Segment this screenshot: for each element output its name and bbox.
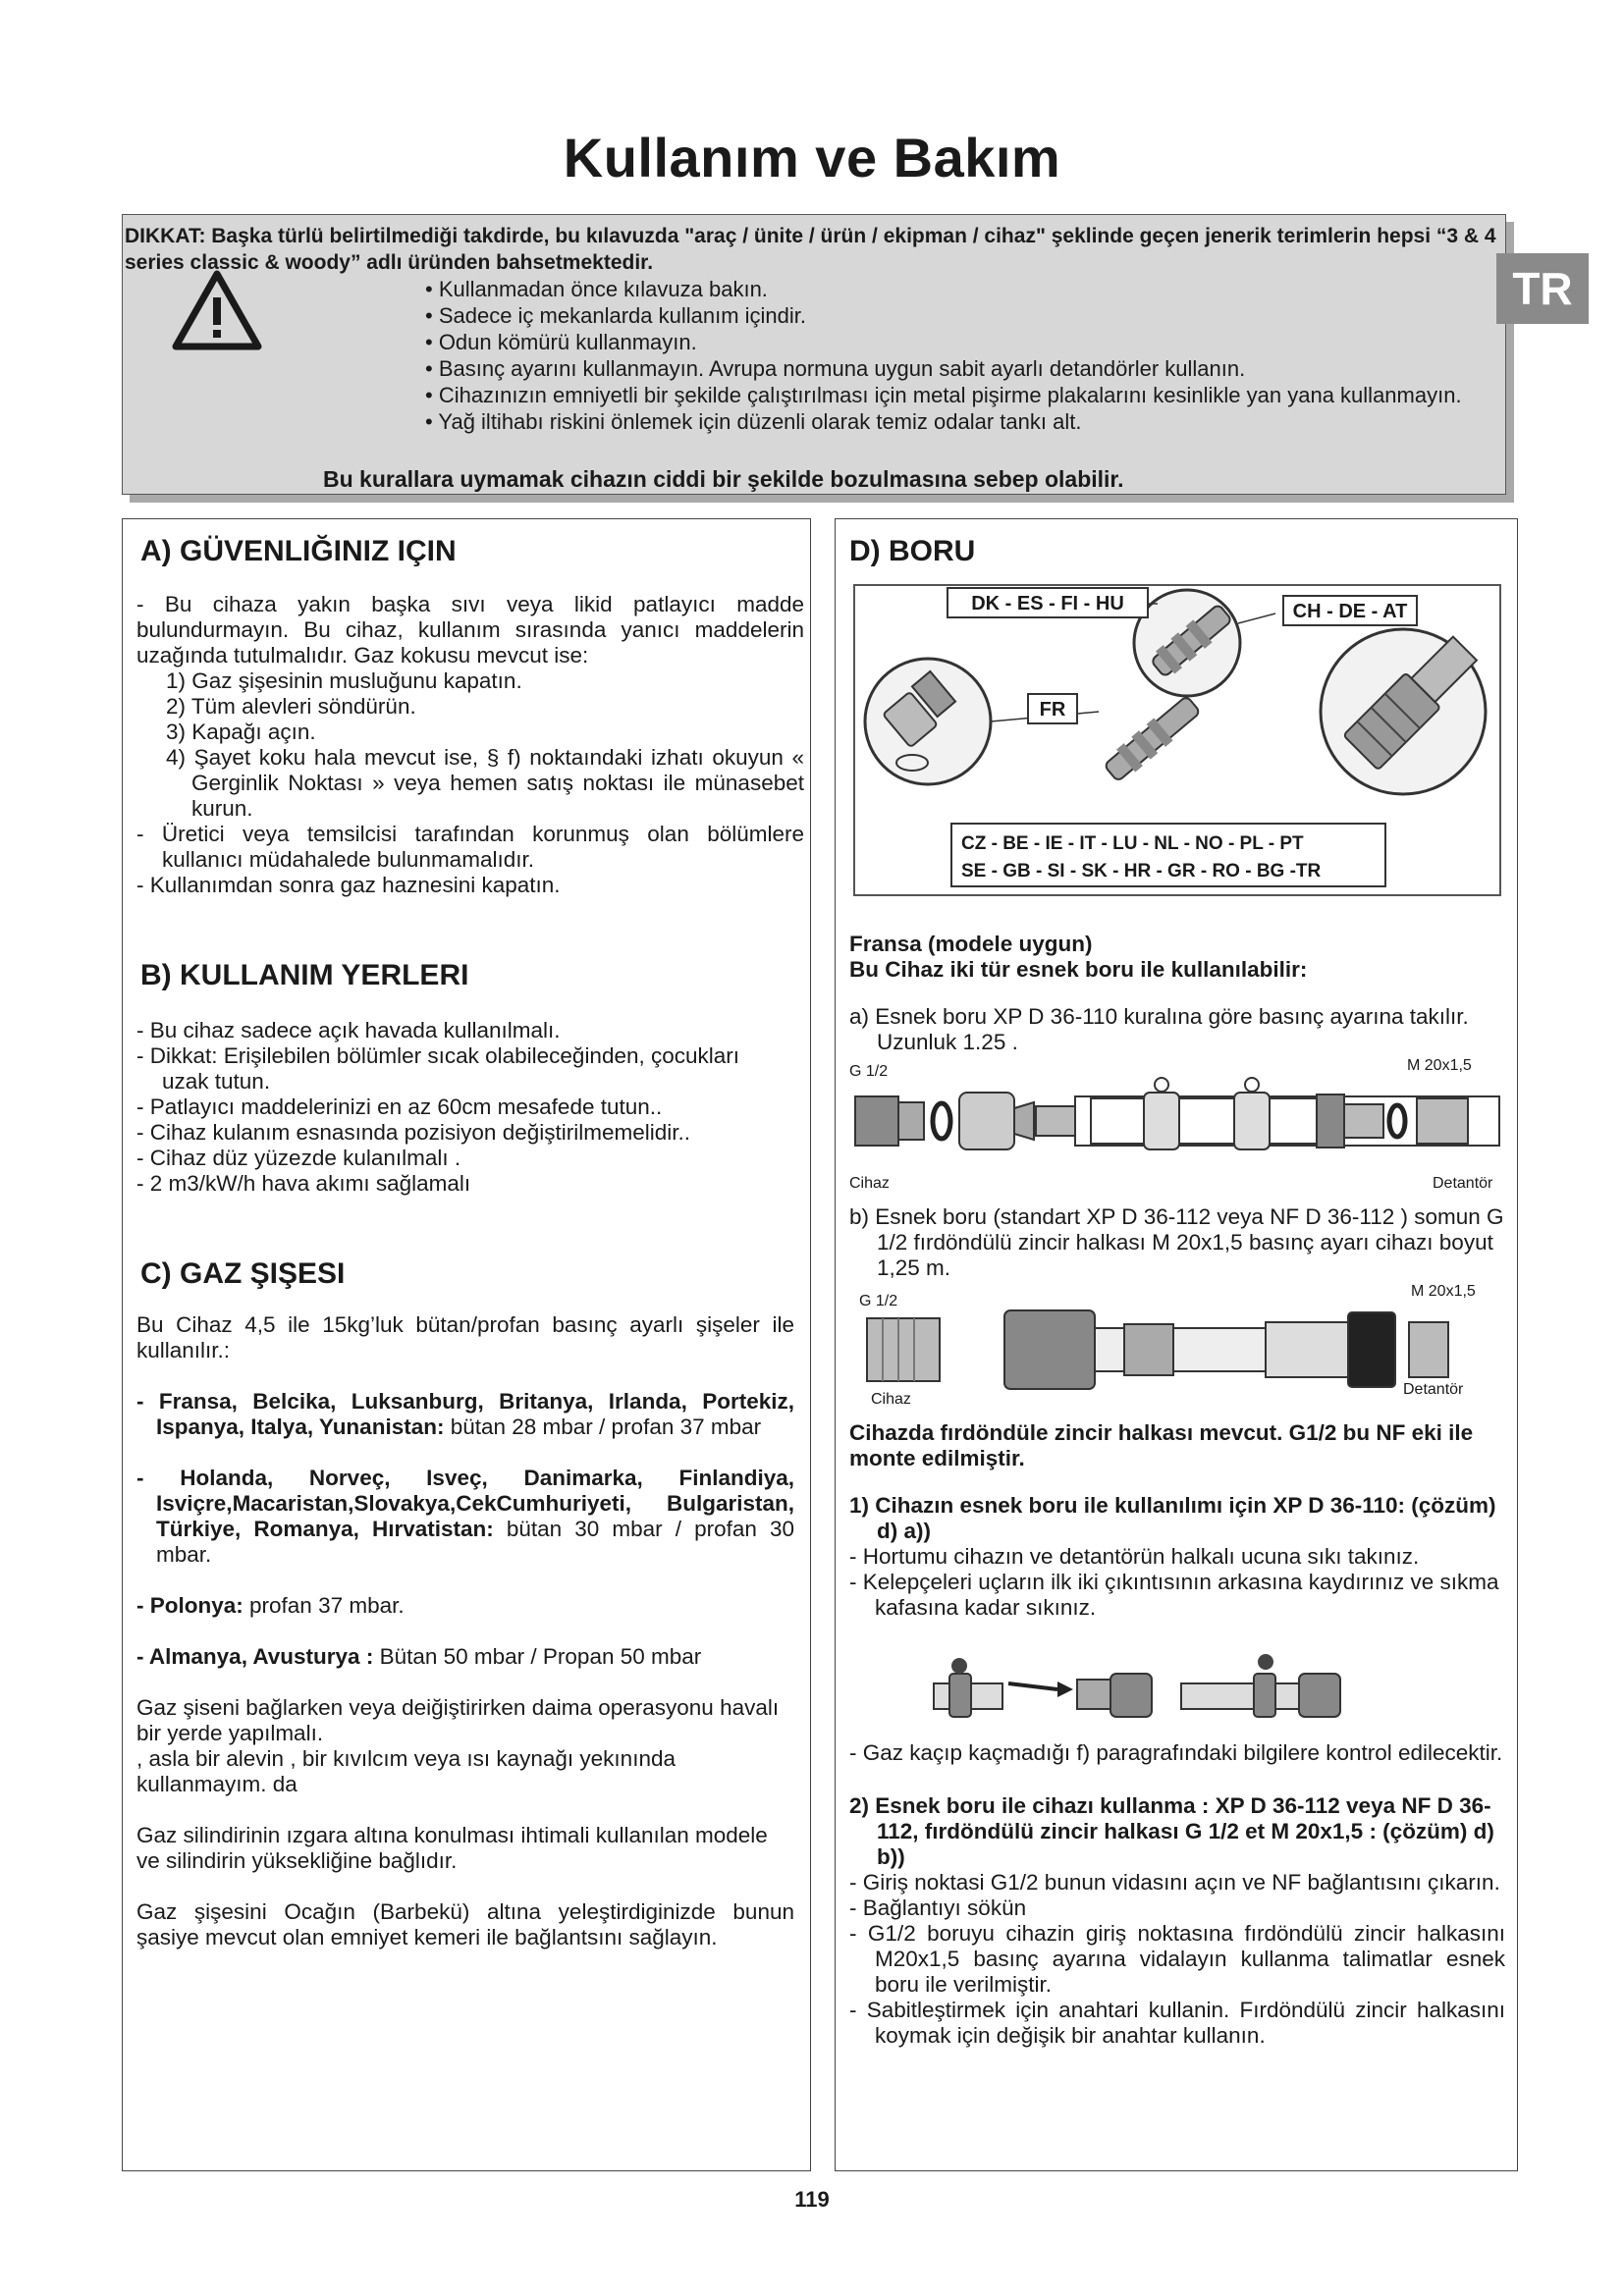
dash-item: - Kullanımdan sonra gaz haznesini kapatın.	[136, 873, 561, 897]
section-c-title: C) GAZ ŞIŞESI	[140, 1257, 346, 1290]
warning-item: • Kullanmadan önce kılavuza bakın.	[425, 277, 768, 301]
list-item: - Sabitleştirmek için anahtari kullanin. Fırdöndülü zincir halkasını koymak için değişik bir anahtar kullanın.	[849, 1998, 1505, 2048]
gas-pressure-group: - Polonya: profan 37 mbar.	[136, 1593, 405, 1618]
page-title: Kullanım ve Bakım	[563, 127, 1061, 188]
list-item: - Patlayıcı maddelerinizi en az 60cm mesafede tutun..	[136, 1095, 663, 1119]
hose-a-m-label: M 20x1,5	[1407, 1057, 1472, 1074]
clamp-illustration	[930, 1648, 1421, 1727]
diagram-label-dk: DK - ES - FI - HU	[971, 593, 1124, 614]
gas-pressure-group: - Holanda, Norveç, Isveç, Danimarka, Finlandiya, Isviçre,Macaristan,Slovakya,CekCumhuriyeti, Bulgaristan, Türkiye, Romanya, Hırvatistan: bütan 30 mbar / profan 30 mbar.	[136, 1466, 795, 1567]
hose-a-g-label: G 1/2	[849, 1063, 889, 1080]
diagram-label-fr: FR	[1039, 699, 1066, 721]
list-item: - 2 m3/kW/h hava akımı sağlamalı	[136, 1171, 471, 1196]
list-item: - Cihaz düz yüzezde kulanılmalı .	[136, 1146, 461, 1170]
hose-a-illustration	[849, 1075, 1507, 1169]
diagram-label-countries: CZ - BE - IE - IT - LU - NL - NO - PL - PT	[961, 833, 1304, 854]
left-column	[122, 518, 811, 2171]
warning-item: • Sadece iç mekanlarda kullanım içindir.	[425, 303, 806, 328]
step-1-title: 1) Cihazın esnek boru ile kullanılımı için XP D 36-110: (çözüm) d) a))	[849, 1493, 1496, 1543]
hose-b-device-label: Cihaz	[871, 1391, 911, 1408]
warning-item: • Odun kömürü kullanmayın.	[425, 330, 697, 354]
right-column	[835, 518, 1518, 2171]
gas-pressure-group: - Fransa, Belcika, Luksanburg, Britanya, Irlanda, Portekiz, Ispanya, Italya, Yunanistan: bütan 28 mbar / profan 37 mbar	[136, 1389, 794, 1439]
diagram-label-ch: CH - DE - AT	[1292, 601, 1408, 622]
list-item: - Cihaz kulanım esnasında pozisiyon değiştirilmemelidir..	[136, 1120, 690, 1145]
step-item: 1) Gaz şişesinin musluğunu kapatın.	[166, 668, 522, 693]
section-a-intro: - Bu cihaza yakın başka sıvı veya likid patlayıcı madde bulundurmayın. Bu cihaz, kullanım sırasında yanıcı maddelerin uzağında tutulmalıdır. Gaz kokusu mevcut ise:	[136, 592, 804, 667]
step-item: 4) Şayet koku hala mevcut ise, § f) noktaındaki izhatı okuyun « Gerginlik Noktası » veya hemen satış noktası ile münasebet kurun.	[166, 745, 804, 821]
section-b-title: B) KULLANIM YERLERI	[140, 959, 469, 991]
warning-item: • Basınç ayarını kullanmayın. Avrupa normuna uygun sabit ayarlı detandörler kullanın.	[425, 356, 1246, 381]
list-item: - Bağlantıyı sökün	[849, 1896, 1027, 1920]
list-item: - Hortumu cihazın ve detantörün halkalı ucuna sıkı takınız.	[849, 1544, 1420, 1569]
list-item: - Kelepçeleri uçların ilk iki çıkıntısının arkasına kaydırınız ve sıkma kafasına kadar sıkınız.	[849, 1570, 1499, 1620]
hose-b-g-label: G 1/2	[859, 1293, 898, 1309]
warning-list	[425, 276, 1505, 435]
list-item: - G1/2 boruyu cihazin giriş noktasına fırdöndülü zincir halkasını M20x1,5 basınç ayarına vidalayın kullanma talimatlar esnek boru ile verilmiştir.	[849, 1921, 1505, 1997]
language-tab: TR	[1496, 253, 1589, 324]
paragraph: Gaz şişesini Ocağın (Barbekü) altına yeleştirdiginizde bunun şasiye mevcut olan emniyet kemeri ile bağlantsını sağlayın.	[136, 1899, 794, 1949]
step-item: 2) Tüm alevleri söndürün.	[166, 694, 416, 719]
note-text: Cihazda fırdöndüle zincir halkası mevcut. G1/2 bu NF eki ile monte edilmiştir.	[849, 1420, 1474, 1470]
paragraph: , asla bir alevin , bir kıvılcım veya ısı kaynağı yekınında kullanmayım. da	[136, 1746, 676, 1796]
hose-a-regulator-label: Detantör	[1433, 1175, 1493, 1192]
hose-connection-diagram	[853, 584, 1501, 898]
france-heading: Fransa (modele uygun)	[849, 932, 1093, 956]
warning-footer: Bu kurallara uymamak cihazın ciddi bir şekilde bozulmasına sebep olabilir.	[323, 466, 1124, 492]
warning-triangle-icon	[170, 268, 264, 352]
france-subheading: Bu Cihaz iki tür esnek boru ile kullanılabilir:	[849, 957, 1308, 982]
warning-heading: DIKKAT: Başka türlü belirtilmediği takdirde, bu kılavuzda "araç / ünite / ürün / ekipman / cihaz" şeklinde geçen jenerik terimlerin hepsi “3 & 4 series classic & woody” adlı üründen bahsetmektedir.	[125, 225, 1496, 274]
hose-a-device-label: Cihaz	[849, 1175, 890, 1192]
warning-box	[122, 214, 1506, 495]
dash-item: - Üretici veya temsilcisi tarafından korunmuş olan bölümlere kullanıcı müdahalede bulunmamalıdır.	[136, 822, 804, 872]
gas-pressure-group: - Almanya, Avusturya : Bütan 50 mbar / Propan 50 mbar	[136, 1644, 702, 1669]
list-item: - Giriş noktasi G1/2 bunun vidasını açın ve NF bağlantısını çıkarın.	[849, 1870, 1500, 1895]
warning-item: • Cihazınızın emniyetli bir şekilde çalıştırılması için metal pişirme plakalarını kesinlikle yan yana kullanmayın.	[425, 383, 1462, 407]
step-item: 3) Kapağı açın.	[166, 720, 316, 744]
section-c-intro: Bu Cihaz 4,5 ile 15kg’luk bütan/profan basınç ayarlı şişeler ile kullanılır.:	[136, 1312, 794, 1362]
page-number: 119	[794, 2187, 830, 2212]
section-d-title: D) BORU	[849, 535, 976, 567]
section-a-title: A) GÜVENLIĞINIZ IÇIN	[140, 535, 457, 567]
option-b-text: b) Esnek boru (standart XP D 36-112 veya NF D 36-112 ) somun G 1/2 fırdöndülü zincir halkası M 20x1,5 basınç ayarı cihazı boyut 1,25 m.	[849, 1204, 1504, 1280]
paragraph: Gaz şiseni bağlarken veya deiğiştirirken daima operasyonu havalı bir yerde yapılmalı.	[136, 1695, 780, 1745]
hose-b-m-label: M 20x1,5	[1411, 1283, 1476, 1300]
list-item: - Bu cihaz sadece açık havada kullanılmalı.	[136, 1018, 561, 1042]
hose-b-regulator-label: Detantör	[1403, 1381, 1464, 1398]
diagram-label-countries: SE - GB - SI - SK - HR - GR - RO - BG -TR	[961, 861, 1322, 881]
list-item: - Dikkat: Erişilebilen bölümler sıcak olabileceğinden, çocukları uzak tutun.	[136, 1043, 740, 1094]
step-2-title: 2) Esnek boru ile cihazı kullanma : XP D 36-112 veya NF D 36-112, fırdöndülü zincir halkası G 1/2 et M 20x1,5 : (çözüm) d) b))	[849, 1793, 1494, 1869]
warning-item: • Yağ iltihabı riskini önlemek için düzenli olarak temiz odalar tankı alt.	[425, 409, 1082, 434]
list-item: - Gaz kaçıp kaçmadığı f) paragrafındaki bilgilere kontrol edilecektir.	[849, 1740, 1503, 1765]
option-a-text: a) Esnek boru XP D 36-110 kuralına göre basınç ayarına takılır. Uzunluk 1.25 .	[849, 1004, 1469, 1054]
paragraph: Gaz silindirinin ızgara altına konulması ihtimali kullanılan modele ve silindirin yüksekliğine bağlıdır.	[136, 1823, 768, 1873]
